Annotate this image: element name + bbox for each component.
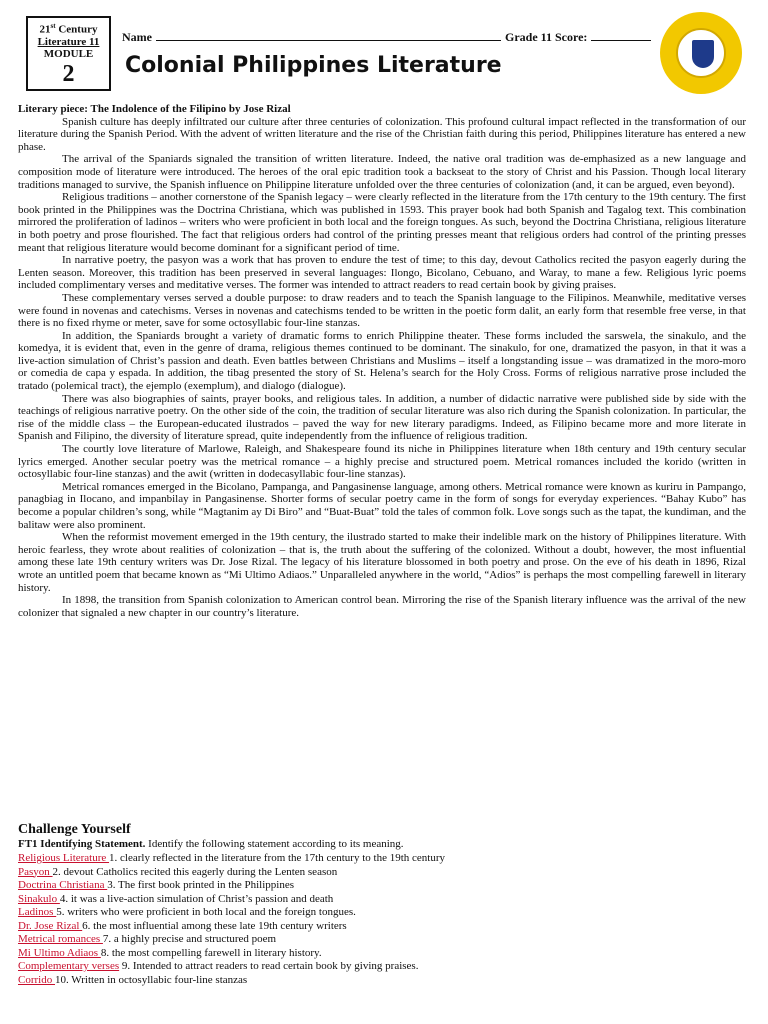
page-title: Colonial Philippines Literature	[125, 53, 502, 78]
seal-inner	[676, 28, 726, 78]
article-body	[18, 103, 746, 619]
school-seal-logo	[660, 12, 742, 94]
answer[interactable]: Metrical romances	[18, 933, 103, 945]
answer[interactable]: Corrido	[18, 973, 55, 986]
statement: 9. Intended to attract readers to read certain book by giving praises.	[119, 960, 419, 972]
list-item	[18, 947, 445, 961]
statement: 2. devout Catholics recited this eagerly during the Lenten season	[52, 865, 338, 878]
score-blank[interactable]	[591, 31, 651, 41]
statement: 4. it was a live-action simulation of Christ’s passion and death	[59, 892, 334, 905]
list-item	[18, 879, 445, 893]
list-item	[18, 974, 445, 988]
name-line	[122, 30, 651, 45]
ft1-label: FT1 Identifying Statement.	[18, 838, 146, 850]
statement: 7. a highly precise and structured poem	[102, 933, 277, 945]
statement: 1. clearly reflected in the literature from the 17th century to the 19th century	[109, 852, 446, 864]
list-item	[18, 852, 445, 866]
paragraph: There was also biographies of saints, prayer books, and religious tales. In addition, a number of didactic narrative were published side by side with the teachings of religious narrative poetry. On the other side of the coin, the tradition of secular literature was also rich during the Spanish colonization. In particular, the rise of the middle class – the European-educated ilustrados – paved the way for new literary paradigms. Indeed, as Filipino became more and more literate in Spanish and Filipino, the diversity of literature spread, quite independently from the influence of religious tradition.	[18, 392, 746, 443]
score-label: Score:	[555, 30, 588, 44]
answer[interactable]: Doctrina Christiana	[18, 879, 108, 891]
module-box	[26, 16, 111, 91]
statement: 8. the most compelling farewell in literary history.	[100, 946, 322, 959]
module-label: MODULE	[43, 47, 94, 60]
name-label: Name	[122, 30, 152, 44]
statement: 6. the most influential among these late 19th century writers	[82, 919, 347, 932]
answer[interactable]: Ladinos	[18, 906, 57, 918]
grade-label: Grade 11	[505, 30, 552, 44]
answer[interactable]: Pasyon	[18, 865, 53, 878]
paragraph: Spanish culture has deeply infiltrated our culture after three centuries of colonization. This profound cultural impact reflected in the transformation of our literature during the Spanish Period. With the advent of written literature and the rise of the Christian faith during this period, Philippines literature has entered a new phase.	[18, 115, 746, 153]
paragraph: In narrative poetry, the pasyon was a work that has proven to endure the test of time; to this day, devout Catholics recited the pasyon eagerly during the Lenten season. Moreover, this tradition has been preserved in several languages: Ilongo, Bicolano, Cebuano, and Waray, to mane a few. Religious lyric poems included complimentary verses and meditative verses. The former was intended to attract readers to read certain book by giving praises.	[18, 254, 746, 292]
ft1-instruction	[18, 838, 404, 850]
statement: 3. The first book printed in the Philippines	[107, 879, 294, 891]
answer[interactable]: Sinakulo	[18, 892, 60, 905]
course-title: Literature 11	[37, 35, 100, 48]
list-item	[18, 893, 445, 907]
paragraph: The courtly love literature of Marlowe, Raleigh, and Shakespeare found its niche in Philippines literature when 18th century and 19th century secular lyrics emerged. Another secular poetry was the metrical romance – a highly precise and structured poem. Metrical romances included the korido (written in octosyllabic four-line stanzas) and the awit (written in dodecasyllabic four-line stanzas).	[18, 443, 746, 481]
paragraph: In 1898, the transition from Spanish colonization to American control bean. Mirroring the rise of the Spanish literary influence was the arrival of the new colonizer that signaled a new chapter in our country’s literature.	[18, 594, 746, 619]
list-item	[18, 866, 445, 880]
challenge-heading: Challenge Yourself	[18, 822, 131, 837]
course-label: 21st Century	[39, 22, 98, 36]
answer[interactable]: Religious Literature	[18, 852, 110, 864]
answer-list	[18, 852, 445, 987]
paragraph: Religious traditions – another cornerstone of the Spanish legacy – were clearly reflected in the literature from the 17th century to the 19th century. The first book printed in the Philippines was the Doctrina Christiana, which was published in 1593. This prayer book had both Spanish and Tagalog text. This combination mirrored the proliferation of ladinos – writers who were proficient in both local and the foreign tongues. As such, beyond the Doctrina Christiana, religious literature in both poetry and prose flourished. The fact that religious orders had control of the printing presses meant that religious orders had control of the printing presses meant that religious literature would become dominant for a significant period of time.	[18, 191, 746, 254]
list-item	[18, 933, 445, 947]
list-item	[18, 960, 445, 974]
list-item	[18, 906, 445, 920]
statement: 5. writers who were proficient in both local and the foreign tongues.	[56, 906, 356, 918]
ft1-text: Identify the following statement according to its meaning.	[148, 838, 404, 850]
literary-piece-heading: Literary piece: The Indolence of the Filipino by Jose Rizal	[18, 103, 291, 115]
answer[interactable]: Complementary verses	[18, 960, 120, 972]
paragraph: In addition, the Spaniards brought a variety of dramatic forms to enrich Philippine theater. These forms included the sarswela, the sinakulo, and the komedya, it is evident that, even in the genre of drama, religious themes continued to be dominant. The sinakulo, for one, dramatized the pasyon, in that it was a live-action simulation of Christ’s passion and death. Even battles between Christians and Muslims – itself a longstanding issue – was dramatized in the moro-moro or comedia de capa y espada. In addition, the tibag presented the story of St. Helena’s search for the Holy Cross. Forms of religious narrative prose included the tratado (polemical tract), the ejemplo (exemplum), and dialogo (dialogue).	[18, 329, 746, 393]
name-blank[interactable]	[156, 31, 501, 41]
module-number: 2	[62, 60, 75, 87]
statement: 10. Written in octosyllabic four-line stanzas	[54, 973, 248, 986]
paragraph: Metrical romances emerged in the Bicolano, Pampanga, and Pangasinense language, among others. Metrical romance were known as kuriru in Pampango, panagbiag in Ilocano, and impanbilay in Pangasinense. Shorter forms of secular poetry came in the form of songs for everyday experiences. “Bahay Kubo” has become a popular children’s song, while “Magtanim ay Di Biro” and “Buat-Buat” told the tales of common folk. Love songs such as the tapat, the kundiman, and the balitaw were also prominent.	[18, 480, 746, 531]
answer[interactable]: Mi Ultimo Adiaos	[18, 946, 101, 959]
paragraph: When the reformist movement emerged in the 19th century, the ilustrado started to make their indelible mark on the history of Philippines literature. With heroic fearless, they wrote about realities of colonization – that is, the truth about the suffering of the colonized. Without a doubt, however, the most influential among these late 19th century writers was Dr. Jose Rizal. The legacy of his literature blossomed in both poetry and prose. On the eve of his death in 1896, Rizal wrote an untitled poem that became known as “Mi Ultimo Adiaos.” Unparalleled anywhere in the world, “Adios” is perhaps the most compelling farewell in literary history.	[18, 531, 746, 594]
shield-icon	[692, 40, 714, 68]
answer[interactable]: Dr. Jose Rizal	[18, 919, 83, 932]
paragraph: These complementary verses served a double purpose: to draw readers and to teach the Spanish language to the Filipinos. Meanwhile, meditative verses were found in novenas and catechisms. Verses in novenas and catechisms tended to be written in the poetic form dalit, an early form that resemble free verse, in that there is no fixed rhyme or meter, save for some octosyllabic four-line stanzas.	[18, 291, 746, 330]
list-item	[18, 920, 445, 934]
paragraph: The arrival of the Spaniards signaled the transition of written literature. Indeed, the native oral tradition was de-emphasized as a new language and composition mode of literature were introduced. The heroes of the oral epic tradition took a backseat to the story of Christ and his Passion. Though local literary traditions managed to survive, the Spanish influence on Philippine literature unfolded over the three centuries of colonization (and, it can be argued, even beyond).	[18, 153, 746, 191]
